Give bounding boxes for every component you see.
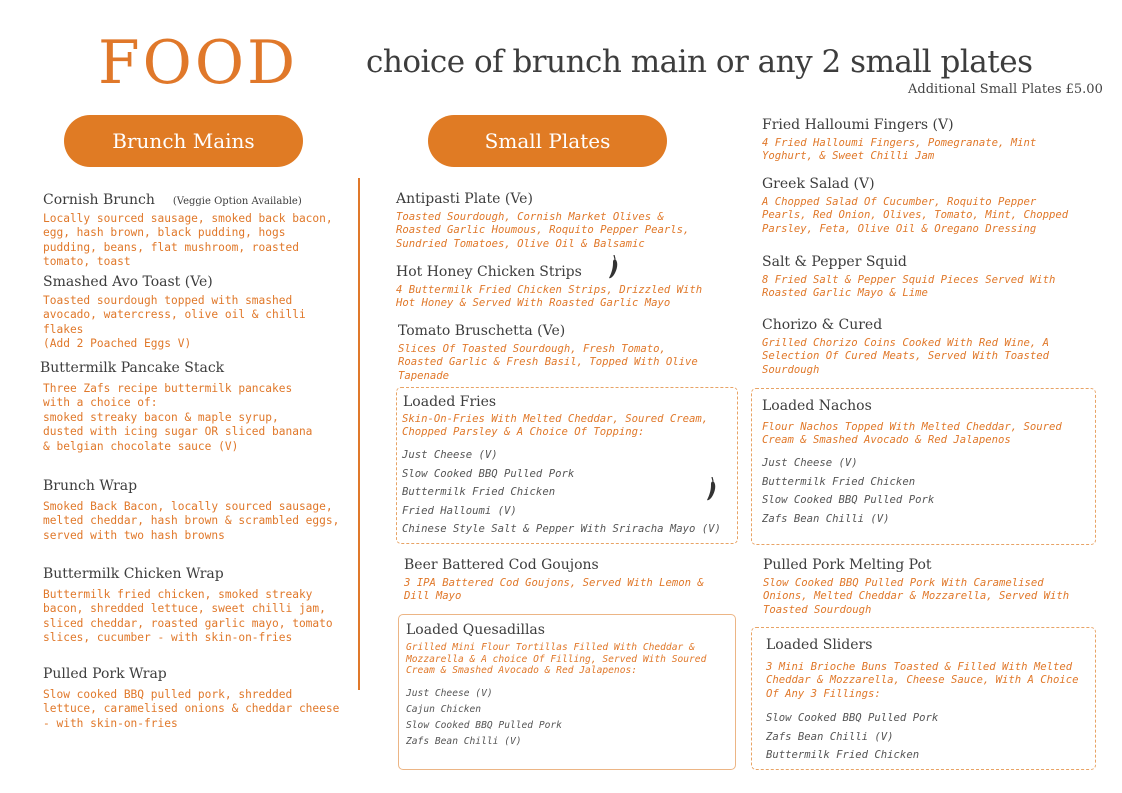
menu-item-hot-honey-chicken <box>396 264 711 311</box>
item-title: Buttermilk Pancake Stack <box>40 360 225 376</box>
additional-price-note: Additional Small Plates £5.00 <box>908 82 1103 97</box>
chilli-icon <box>608 255 620 279</box>
section-header-small-plates: Small Plates <box>428 115 667 167</box>
option-item: Buttermilk Fried Chicken <box>402 486 556 498</box>
item-description: 4 Buttermilk Fried Chicken Strips, Drizzled With Hot Honey & Served With Roasted Garlic Mayo <box>396 284 703 310</box>
item-title: Tomato Bruschetta (Ve) <box>398 323 566 339</box>
item-title: Loaded Nachos <box>762 398 872 414</box>
item-title: Cornish Brunch <box>43 192 155 208</box>
menu-item-halloumi-fingers <box>762 117 1082 164</box>
option-item: Cajun Chicken <box>406 704 482 715</box>
menu-item-antipasti <box>396 191 711 251</box>
option-item: Buttermilk Fried Chicken <box>766 749 920 761</box>
item-description: 3 IPA Battered Cod Goujons, Served With Lemon & Dill Mayo <box>404 577 704 603</box>
loaded-quesadillas-box <box>398 614 736 770</box>
item-title: Greek Salad (V) <box>762 176 875 192</box>
item-title: Hot Honey Chicken Strips <box>396 264 582 280</box>
item-description: Grilled Mini Flour Tortillas Filled With Cheddar & Mozzarella & A choice Of Filling, Served With Soured Cream & Smashed Avocado & Red Jalapenos: <box>406 642 707 676</box>
item-title: Fried Halloumi Fingers (V) <box>762 117 954 133</box>
item-title: Smashed Avo Toast (Ve) <box>43 274 213 290</box>
menu-item-chorizo-cured <box>762 317 1082 377</box>
option-item: Fried Halloumi (V) <box>402 504 517 517</box>
chilli-icon <box>706 477 718 501</box>
options-list <box>402 446 721 539</box>
item-description: A Chopped Salad Of Cucumber, Roquito Pepper Pearls, Red Onion, Olives, Tomato, Mint, Chopped Parsley, Feta, Olive Oil & Oregano Dressing <box>762 196 1069 235</box>
loaded-sliders-box <box>751 627 1096 770</box>
options-list <box>762 454 934 528</box>
item-description: 4 Fried Halloumi Fingers, Pomegranate, Mint Yoghurt, & Sweet Chilli Jam <box>762 137 1037 163</box>
section-header-brunch-mains: Brunch Mains <box>64 115 303 167</box>
item-description: Locally sourced sausage, smoked back bacon, egg, hash brown, black pudding, hogs pudding, beans, flat mushroom, roasted tomato, toast <box>43 212 333 269</box>
item-description: Toasted Sourdough, Cornish Market Olives & Roasted Garlic Houmous, Roquito Pepper Pearls, Sundried Tomatoes, Olive Oil & Balsamic <box>396 211 690 250</box>
item-description: 3 Mini Brioche Buns Toasted & Filled With Melted Cheddar & Mozzarella, Cheese Sauce, With A Choice Of Any 3 Fillings: <box>766 661 1079 700</box>
item-title: Beer Battered Cod Goujons <box>404 557 599 573</box>
item-description: Toasted sourdough topped with smashed avocado, watercress, olive oil & chilli flakes (Add 2 Poached Eggs V) <box>43 294 306 351</box>
item-title: Pulled Pork Wrap <box>43 666 167 682</box>
item-title: Chorizo & Cured <box>762 317 883 333</box>
menu-item-pancake-stack <box>40 360 340 454</box>
item-title: Loaded Fries <box>403 394 497 410</box>
menu-item-chicken-wrap <box>43 566 343 646</box>
item-description: Slow cooked BBQ pulled pork, shredded lettuce, caramelised onions & cheddar cheese - with skin-on-fries <box>43 688 340 730</box>
option-item: Just Cheese (V) <box>406 688 493 699</box>
menu-item-brunch-wrap <box>43 478 343 543</box>
veggie-note: (Veggie Option Available) <box>172 196 302 207</box>
item-title: Loaded Quesadillas <box>406 622 545 638</box>
item-description: Skin-On-Fries With Melted Cheddar, Soured Cream, Chopped Parsley & A Choice Of Topping: <box>402 413 709 439</box>
item-description: 8 Fried Salt & Pepper Squid Pieces Served With Roasted Garlic Mayo & Lime <box>762 274 1056 300</box>
item-title: Brunch Wrap <box>43 478 138 494</box>
option-item: Zafs Bean Chilli (V) <box>766 730 894 743</box>
option-item: Slow Cooked BBQ Pulled Pork <box>762 494 935 506</box>
menu-item-bruschetta <box>398 323 713 383</box>
option-item: Slow Cooked BBQ Pulled Pork <box>406 720 562 731</box>
item-title: Loaded Sliders <box>766 637 873 653</box>
options-list <box>766 709 938 765</box>
item-title: Salt & Pepper Squid <box>762 254 907 270</box>
menu-item-greek-salad <box>762 176 1082 236</box>
option-item: Just Cheese (V) <box>762 457 858 469</box>
menu-item-cod-goujons <box>404 557 734 604</box>
menu-item-cornish-brunch <box>43 192 343 270</box>
option-item: Zafs Bean Chilli (V) <box>762 512 890 525</box>
item-description: Flour Nachos Topped With Melted Cheddar, Soured Cream & Smashed Avocado & Red Jalapenos <box>762 421 1062 447</box>
option-item: Buttermilk Fried Chicken <box>762 475 916 488</box>
item-description: Smoked Back Bacon, locally sourced sausage, melted cheddar, hash brown & scrambled eggs, served with two hash browns <box>43 500 340 542</box>
item-description: Buttermilk fried chicken, smoked streaky bacon, shredded lettuce, sweet chilli jam, sliced cheddar, roasted garlic mayo, tomato slices, cucumber - with skin-on-fries <box>43 588 333 645</box>
menu-item-smashed-avo <box>43 274 343 352</box>
page-title: FOOD <box>98 28 299 98</box>
item-description: Slow Cooked BBQ Pulled Pork With Caramelised Onions, Melted Cheddar & Mozzarella, Served With Toasted Sourdough <box>763 577 1070 616</box>
loaded-fries-box <box>396 387 738 544</box>
option-item: Slow Cooked BBQ Pulled Pork <box>766 712 939 724</box>
item-title: Antipasti Plate (Ve) <box>396 191 533 207</box>
loaded-nachos-box <box>751 388 1096 545</box>
item-description: Three Zafs recipe buttermilk pancakes with a choice of: smoked streaky bacon & maple syrup, dusted with icing sugar OR sliced banana & belgian chocolate sauce (V) <box>43 382 313 453</box>
menu-tagline: choice of brunch main or any 2 small plates <box>366 44 1033 80</box>
column-divider <box>358 178 360 690</box>
menu-item-pulled-pork-wrap <box>43 666 343 731</box>
item-title: Buttermilk Chicken Wrap <box>43 566 224 582</box>
item-description: Slices Of Toasted Sourdough, Fresh Tomato, Roasted Garlic & Fresh Basil, Topped With Olive Tapenade <box>398 343 698 382</box>
item-description: Grilled Chorizo Coins Cooked With Red Wine, A Selection Of Cured Meats, Served With Toasted Sourdough <box>762 337 1050 376</box>
menu-item-salt-pepper-squid <box>762 254 1082 301</box>
option-item: Zafs Bean Chilli (V) <box>406 736 522 747</box>
options-list <box>406 686 562 750</box>
item-title: Pulled Pork Melting Pot <box>763 557 932 573</box>
menu-item-pulled-pork-pot <box>763 557 1083 617</box>
option-item: Slow Cooked BBQ Pulled Pork <box>402 467 575 480</box>
option-item: Just Cheese (V) <box>402 449 498 461</box>
option-item: Chinese Style Salt & Pepper With Sriracha Mayo (V) <box>402 523 721 535</box>
